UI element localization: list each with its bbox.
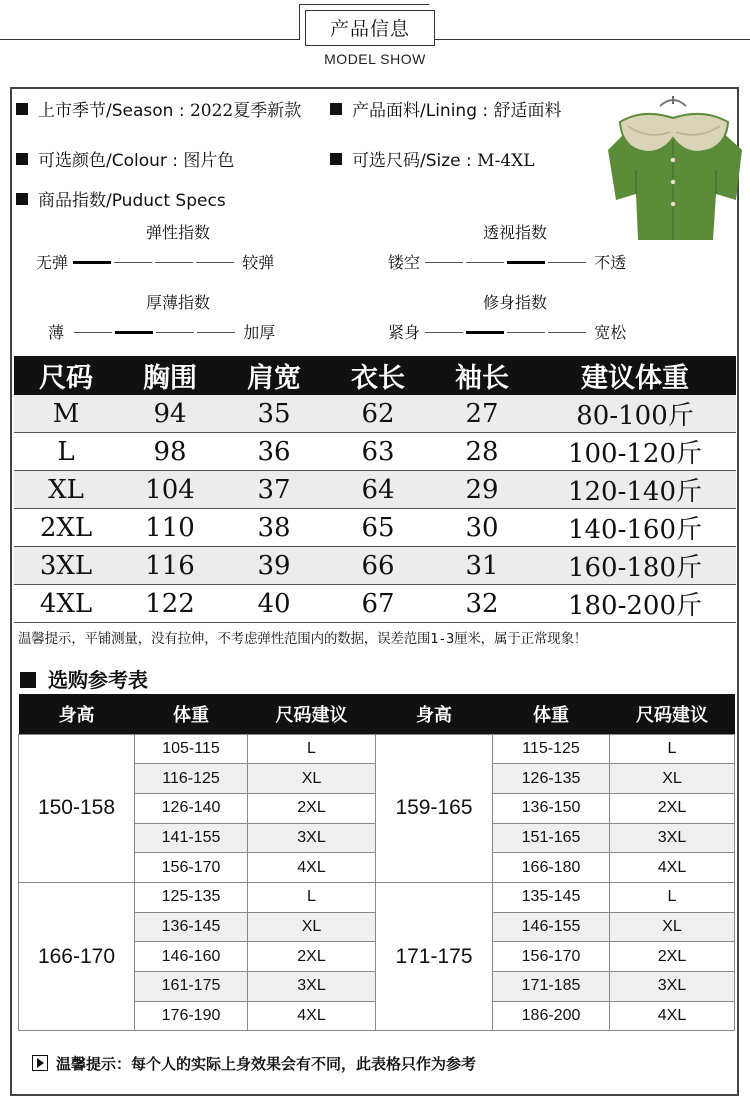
scale-segment xyxy=(74,332,112,333)
size-value: M-4XL xyxy=(477,151,535,171)
table-cell: 3XL xyxy=(610,972,735,1002)
table-cell: 80-100斤 xyxy=(534,395,736,433)
table-cell: 63 xyxy=(326,433,430,471)
table-cell: XL xyxy=(248,764,376,794)
table-cell: 2XL xyxy=(610,942,735,972)
measurement-note: 温馨提示，平铺测量，没有拉伸，不考虑弹性范围内的数据，误差范围1-3厘米，属于正常现象！ xyxy=(18,631,588,647)
bullet-square-icon xyxy=(16,153,28,165)
fit-scale-left: 紧身 xyxy=(388,323,421,342)
table-cell: 64 xyxy=(326,471,430,509)
table-cell: 126-140 xyxy=(135,793,248,823)
table-cell: 3XL xyxy=(248,972,376,1002)
table-cell: 4XL xyxy=(248,853,376,883)
table-cell: 136-145 xyxy=(135,912,248,942)
table-cell: 2XL xyxy=(14,509,118,547)
ref-col-header: 体重 xyxy=(135,694,248,734)
ref-col-header: 身高 xyxy=(376,694,493,734)
table-cell: 126-135 xyxy=(493,764,610,794)
size-col-header: 建议体重 xyxy=(534,356,736,395)
height-range-cell: 171-175 xyxy=(376,882,493,1030)
thickness-scale-title: 厚薄指数 xyxy=(145,293,210,312)
ref-col-header: 身高 xyxy=(19,694,135,734)
table-cell: 151-165 xyxy=(493,823,610,853)
play-icon xyxy=(32,1055,48,1071)
table-cell: 4XL xyxy=(610,853,735,883)
size-col-header: 胸围 xyxy=(118,356,222,395)
table-cell: 36 xyxy=(222,433,326,471)
elastic-scale-left: 无弹 xyxy=(36,253,69,272)
table-cell: 141-155 xyxy=(135,823,248,853)
table-row xyxy=(19,882,735,912)
scale-segment xyxy=(548,262,586,263)
ref-col-header: 体重 xyxy=(493,694,610,734)
size-table xyxy=(14,356,736,623)
table-cell: M xyxy=(14,395,118,433)
scale-segment xyxy=(155,262,193,263)
table-cell: 29 xyxy=(430,471,534,509)
table-cell: 31 xyxy=(430,547,534,585)
table-cell: L xyxy=(610,734,735,764)
size-line xyxy=(330,146,535,171)
table-cell: 180-200斤 xyxy=(534,585,736,623)
see-through-scale xyxy=(388,250,626,273)
table-cell: 140-160斤 xyxy=(534,509,736,547)
table-row xyxy=(14,471,736,509)
table-cell: 156-170 xyxy=(493,942,610,972)
scale-segment xyxy=(466,262,504,263)
season-label: 上市季节/Season : xyxy=(38,101,190,121)
bullet-square-icon xyxy=(20,672,36,688)
table-cell: 110 xyxy=(118,509,222,547)
header-rule-left xyxy=(0,39,300,40)
bullet-square-icon xyxy=(330,103,342,115)
table-cell: 4XL xyxy=(248,1001,376,1031)
table-cell: 27 xyxy=(430,395,534,433)
table-cell: L xyxy=(248,734,376,764)
height-range-cell: 150-158 xyxy=(19,734,135,882)
table-cell: 100-120斤 xyxy=(534,433,736,471)
table-cell: 66 xyxy=(326,547,430,585)
table-cell: 4XL xyxy=(610,1001,735,1031)
table-cell: 156-170 xyxy=(135,853,248,883)
table-cell: 98 xyxy=(118,433,222,471)
table-cell: 146-155 xyxy=(493,912,610,942)
size-label: 可选尺码/Size : xyxy=(352,151,478,171)
bullet-square-icon xyxy=(16,103,28,115)
elastic-scale-right: 较弹 xyxy=(242,253,275,272)
table-cell: L xyxy=(610,882,735,912)
ref-col-header: 尺码建议 xyxy=(248,694,376,734)
elastic-scale-title: 弹性指数 xyxy=(145,223,210,242)
colour-line xyxy=(16,146,234,171)
table-cell: XL xyxy=(14,471,118,509)
table-cell: 166-180 xyxy=(493,853,610,883)
table-cell: 2XL xyxy=(248,942,376,972)
scale-segment xyxy=(507,261,545,264)
table-cell: 3XL xyxy=(14,547,118,585)
scale-segment xyxy=(73,261,111,264)
table-cell: 32 xyxy=(430,585,534,623)
table-row xyxy=(14,547,736,585)
reference-table-header xyxy=(19,694,735,734)
table-row xyxy=(14,585,736,623)
table-row xyxy=(14,433,736,471)
table-cell: 28 xyxy=(430,433,534,471)
scale-segment xyxy=(507,332,545,333)
table-row xyxy=(14,395,736,433)
size-col-header: 肩宽 xyxy=(222,356,326,395)
size-col-header: 衣长 xyxy=(326,356,430,395)
table-row xyxy=(19,734,735,764)
table-cell: 160-180斤 xyxy=(534,547,736,585)
bullet-square-icon xyxy=(330,153,342,165)
season-value: 2022夏季新款 xyxy=(189,101,302,121)
specs-label: 商品指数/Puduct Specs xyxy=(38,191,226,211)
table-cell: 105-115 xyxy=(135,734,248,764)
table-cell: 38 xyxy=(222,509,326,547)
table-cell: 4XL xyxy=(14,585,118,623)
scale-segment xyxy=(425,332,463,333)
table-cell: L xyxy=(248,882,376,912)
table-cell: 35 xyxy=(222,395,326,433)
scale-segment xyxy=(115,331,153,334)
table-cell: 2XL xyxy=(248,793,376,823)
colour-value: 图片色 xyxy=(183,151,235,171)
see-through-scale-title: 透视指数 xyxy=(482,223,547,242)
thickness-scale-right: 加厚 xyxy=(243,323,276,342)
scale-segment xyxy=(425,262,463,263)
scale-segment xyxy=(114,262,152,263)
table-cell: 65 xyxy=(326,509,430,547)
fit-scale xyxy=(388,320,626,343)
table-cell: XL xyxy=(610,912,735,942)
reference-title: 选购参考表 xyxy=(48,668,148,692)
table-cell: 67 xyxy=(326,585,430,623)
lining-line xyxy=(330,96,562,121)
table-cell: 115-125 xyxy=(493,734,610,764)
table-cell: 94 xyxy=(118,395,222,433)
fit-scale-title: 修身指数 xyxy=(482,293,547,312)
table-cell: 125-135 xyxy=(135,882,248,912)
table-cell: 3XL xyxy=(248,823,376,853)
reference-table xyxy=(18,694,735,1031)
see-through-scale-right: 不透 xyxy=(594,253,627,272)
table-cell: 171-185 xyxy=(493,972,610,1002)
lining-value: 舒适面料 xyxy=(493,101,562,121)
table-cell: 3XL xyxy=(610,823,735,853)
table-cell: 37 xyxy=(222,471,326,509)
bullet-square-icon xyxy=(16,193,28,205)
size-col-header: 尺码 xyxy=(14,356,118,395)
size-table-header xyxy=(14,356,736,395)
lining-label: 产品面料/Lining : xyxy=(352,101,494,121)
scale-segment xyxy=(156,332,194,333)
table-cell: 62 xyxy=(326,395,430,433)
elastic-scale xyxy=(36,250,274,273)
header-rule-right xyxy=(435,39,750,40)
height-range-cell: 159-165 xyxy=(376,734,493,882)
season-line xyxy=(16,96,301,121)
fit-scale-right: 宽松 xyxy=(594,323,627,342)
table-cell: 120-140斤 xyxy=(534,471,736,509)
reference-note xyxy=(32,1053,476,1074)
table-cell: 40 xyxy=(222,585,326,623)
table-cell: 122 xyxy=(118,585,222,623)
height-range-cell: 166-170 xyxy=(19,882,135,1030)
table-cell: 116-125 xyxy=(135,764,248,794)
scale-segment xyxy=(466,331,504,334)
table-cell: 135-145 xyxy=(493,882,610,912)
table-cell: 186-200 xyxy=(493,1001,610,1031)
page-subtitle: MODEL SHOW xyxy=(324,51,426,67)
scale-segment xyxy=(197,332,235,333)
thickness-scale xyxy=(48,320,275,343)
size-col-header: 袖长 xyxy=(430,356,534,395)
page-title: 产品信息 xyxy=(329,18,410,40)
table-cell: 116 xyxy=(118,547,222,585)
table-cell: 176-190 xyxy=(135,1001,248,1031)
scale-segment xyxy=(196,262,234,263)
ref-col-header: 尺码建议 xyxy=(610,694,735,734)
table-cell: XL xyxy=(610,764,735,794)
scale-segment xyxy=(548,332,586,333)
table-cell: 146-160 xyxy=(135,942,248,972)
table-cell: 30 xyxy=(430,509,534,547)
colour-label: 可选颜色/Colour : xyxy=(38,151,184,171)
see-through-scale-left: 镂空 xyxy=(388,253,421,272)
table-cell: L xyxy=(14,433,118,471)
table-cell: 136-150 xyxy=(493,793,610,823)
table-cell: 2XL xyxy=(610,793,735,823)
table-cell: XL xyxy=(248,912,376,942)
reference-note-text: 温馨提示：每个人的实际上身效果会有不同，此表格只作为参考 xyxy=(56,1055,477,1073)
table-cell: 39 xyxy=(222,547,326,585)
table-cell: 161-175 xyxy=(135,972,248,1002)
table-row xyxy=(14,509,736,547)
specs-line xyxy=(16,186,226,211)
product-shirt-image xyxy=(598,90,748,250)
thickness-scale-left: 薄 xyxy=(48,323,65,342)
reference-heading xyxy=(20,664,148,693)
table-cell: 104 xyxy=(118,471,222,509)
